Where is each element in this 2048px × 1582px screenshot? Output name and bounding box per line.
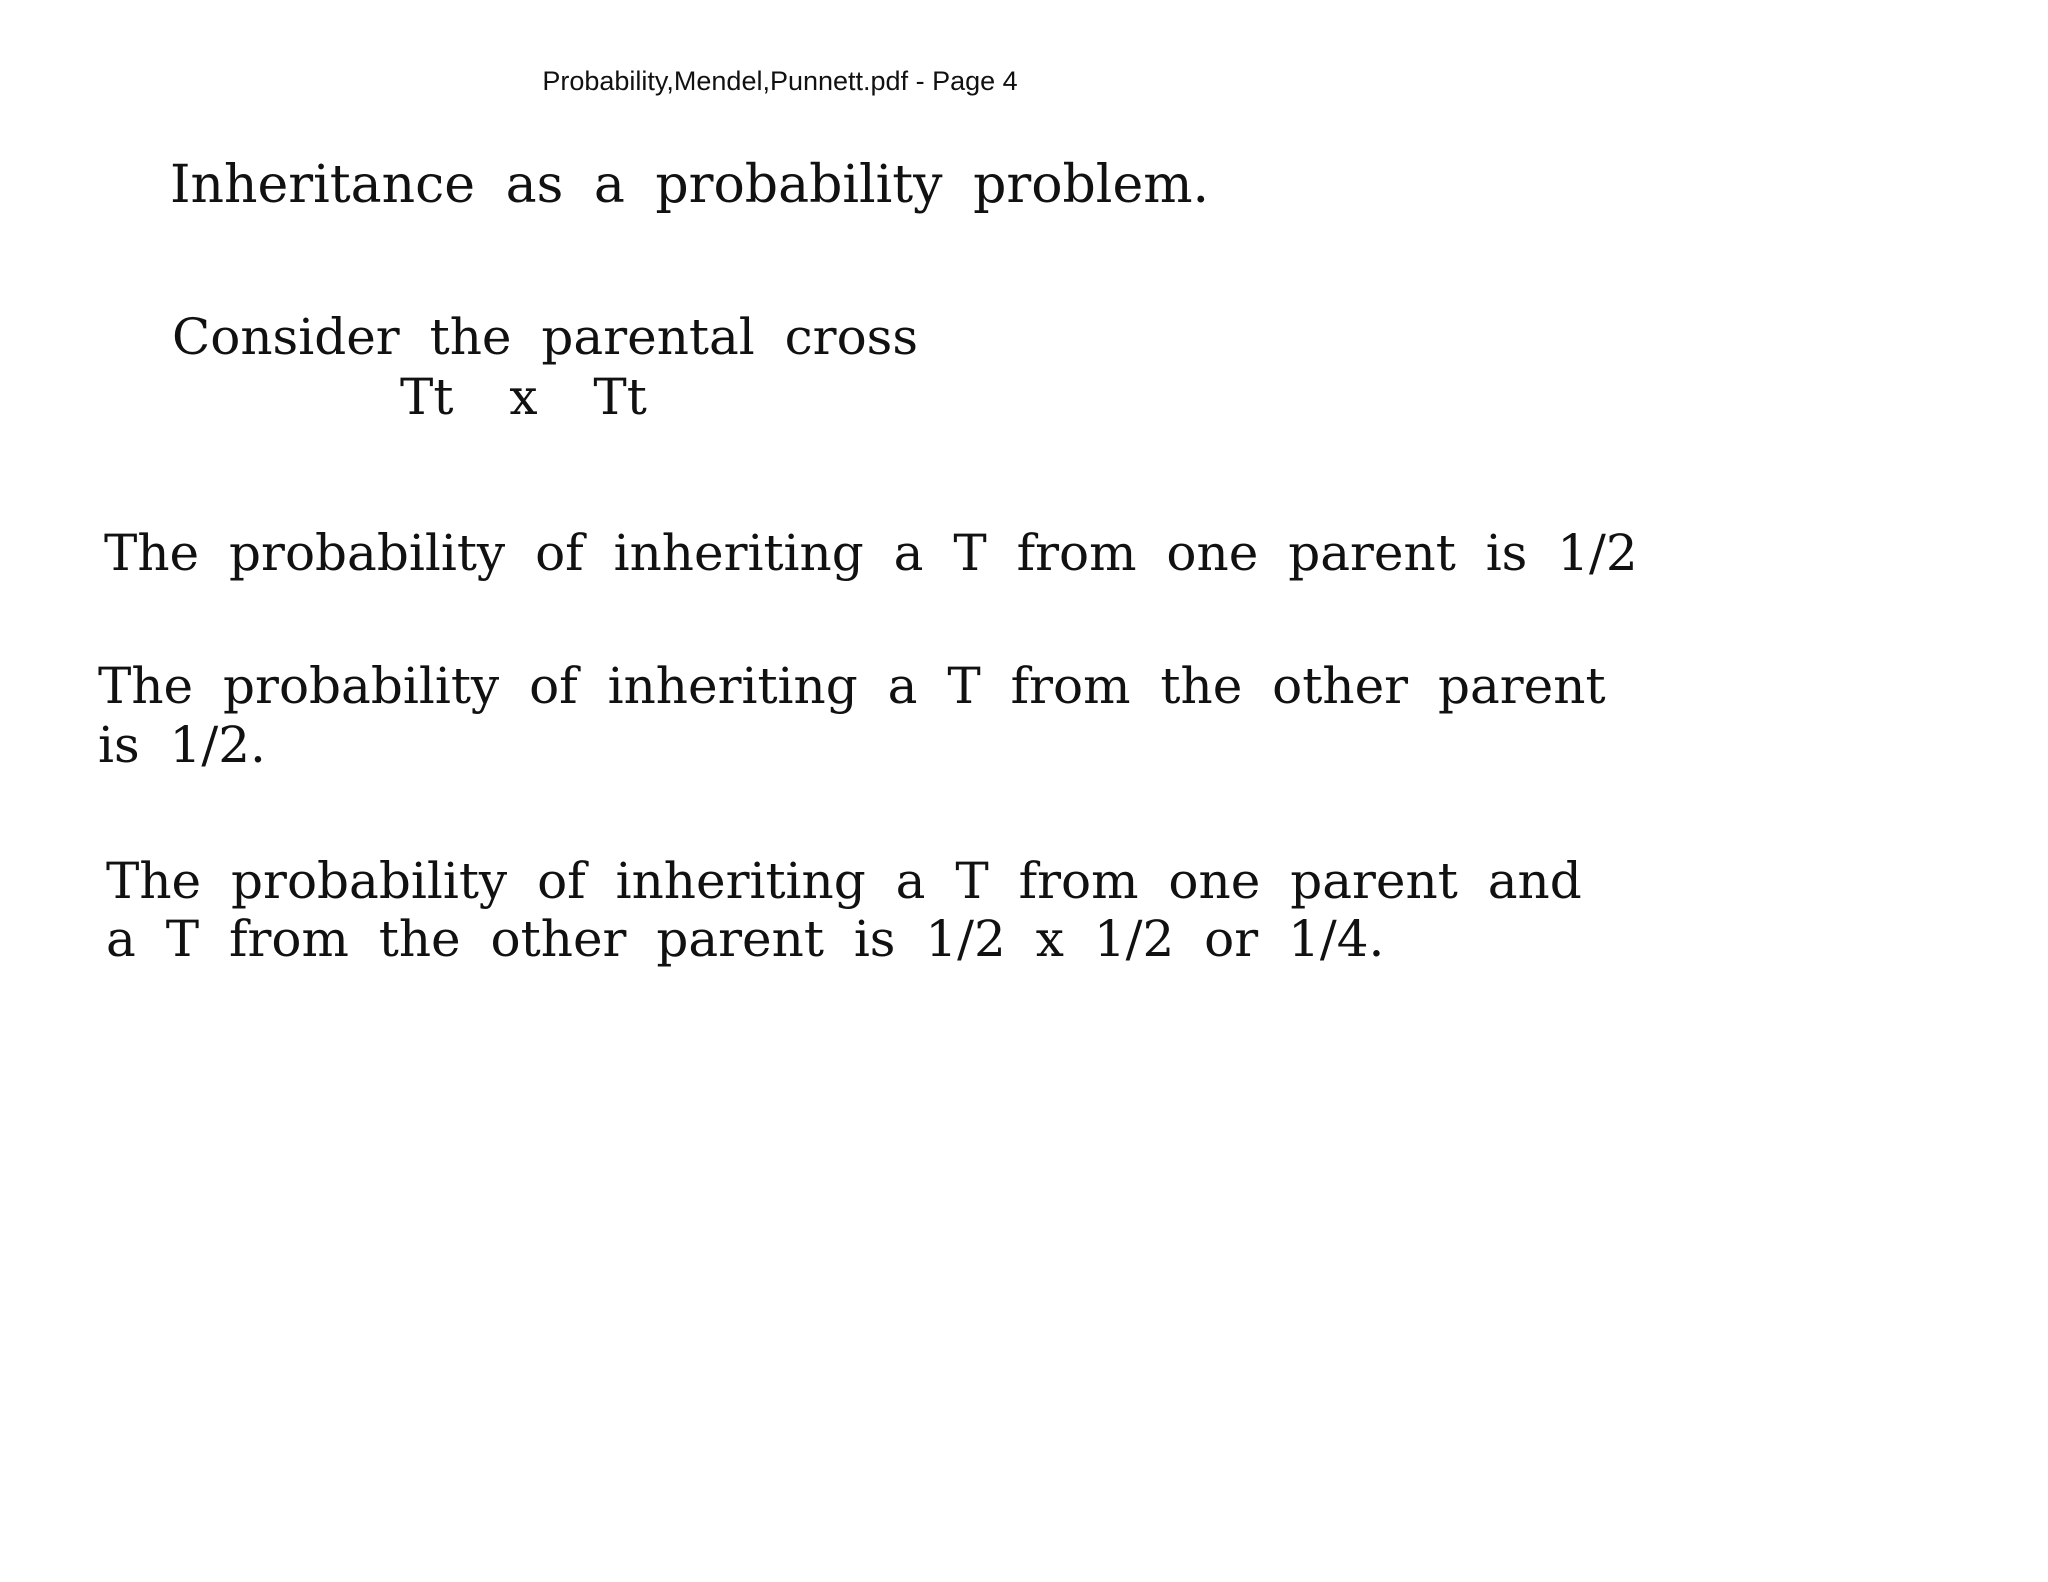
slide-title: Inheritance as a probability problem. <box>170 155 1210 215</box>
page-header-title: Probability,Mendel,Punnett.pdf - Page 4 <box>542 66 1018 96</box>
combined-probability-line2: a T from the other parent is 1/2 x 1/2 or 1/4. <box>106 910 1385 968</box>
probability-statement-other-parent-line1: The probability of inheriting a T from the other parent <box>98 657 1606 715</box>
consider-text: Consider the parental cross <box>172 308 919 366</box>
probability-statement-one-parent: The probability of inheriting a T from one parent is 1/2 <box>104 524 1638 582</box>
probability-statement-other-parent-line2: is 1/2. <box>98 716 266 774</box>
combined-probability-line1: The probability of inheriting a T from one parent and <box>106 852 1582 910</box>
parental-cross: Tt x Tt <box>400 368 647 426</box>
